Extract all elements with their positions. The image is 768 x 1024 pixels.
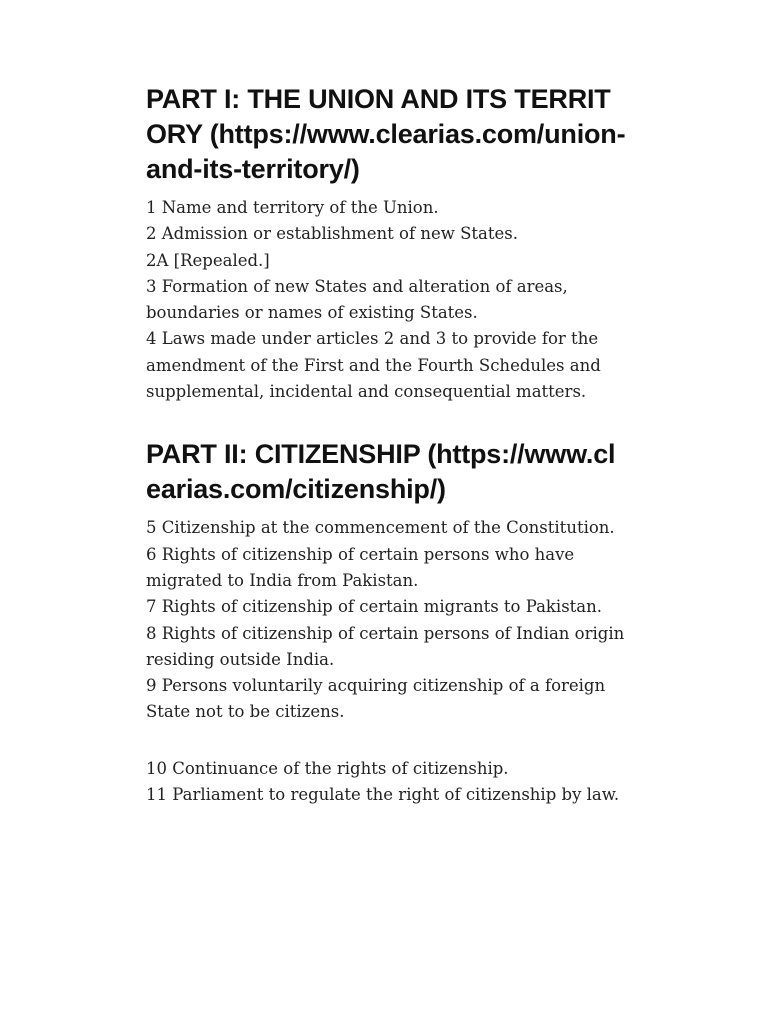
article-item: 11 Parliament to regulate the right of citizenship by law. bbox=[146, 785, 620, 805]
article-item: 2 Admission or establishment of new States. bbox=[146, 224, 518, 244]
article-item: 2A [Repealed.] bbox=[146, 250, 270, 270]
part-1-article-list bbox=[146, 195, 626, 405]
article-item: 9 Persons voluntarily acquiring citizenship of a foreign State not to be citizens. bbox=[146, 676, 606, 722]
part-2-article-list bbox=[146, 515, 626, 808]
article-item: 10 Continuance of the rights of citizenship. bbox=[146, 758, 509, 778]
article-item: 5 Citizenship at the commencement of the Constitution. bbox=[146, 518, 615, 538]
part-2-heading[interactable]: PART II: CITIZENSHIP (https://www.clearias.com/citizenship/) bbox=[146, 439, 616, 505]
article-item: 4 Laws made under articles 2 and 3 to provide for the amendment of the First and the Fourth Schedules and supplemental, incidental and consequential matters. bbox=[146, 329, 601, 402]
article-item: 1 Name and territory of the Union. bbox=[146, 198, 439, 217]
part-2-section bbox=[146, 437, 626, 808]
part-1-section bbox=[146, 82, 626, 405]
article-item: 6 Rights of citizenship of certain persons who have migrated to India from Pakistan. bbox=[146, 544, 575, 590]
part-1-heading[interactable]: PART I: THE UNION AND ITS TERRITORY (https://www.clearias.com/union-and-its-territory/) bbox=[146, 84, 626, 184]
article-item: 7 Rights of citizenship of certain migrants to Pakistan. bbox=[146, 597, 603, 617]
article-item: 3 Formation of new States and alteration of areas, boundaries or names of existing States. bbox=[146, 276, 568, 323]
article-item: 8 Rights of citizenship of certain persons of Indian origin residing outside India. bbox=[146, 623, 625, 669]
document-content bbox=[146, 82, 626, 808]
